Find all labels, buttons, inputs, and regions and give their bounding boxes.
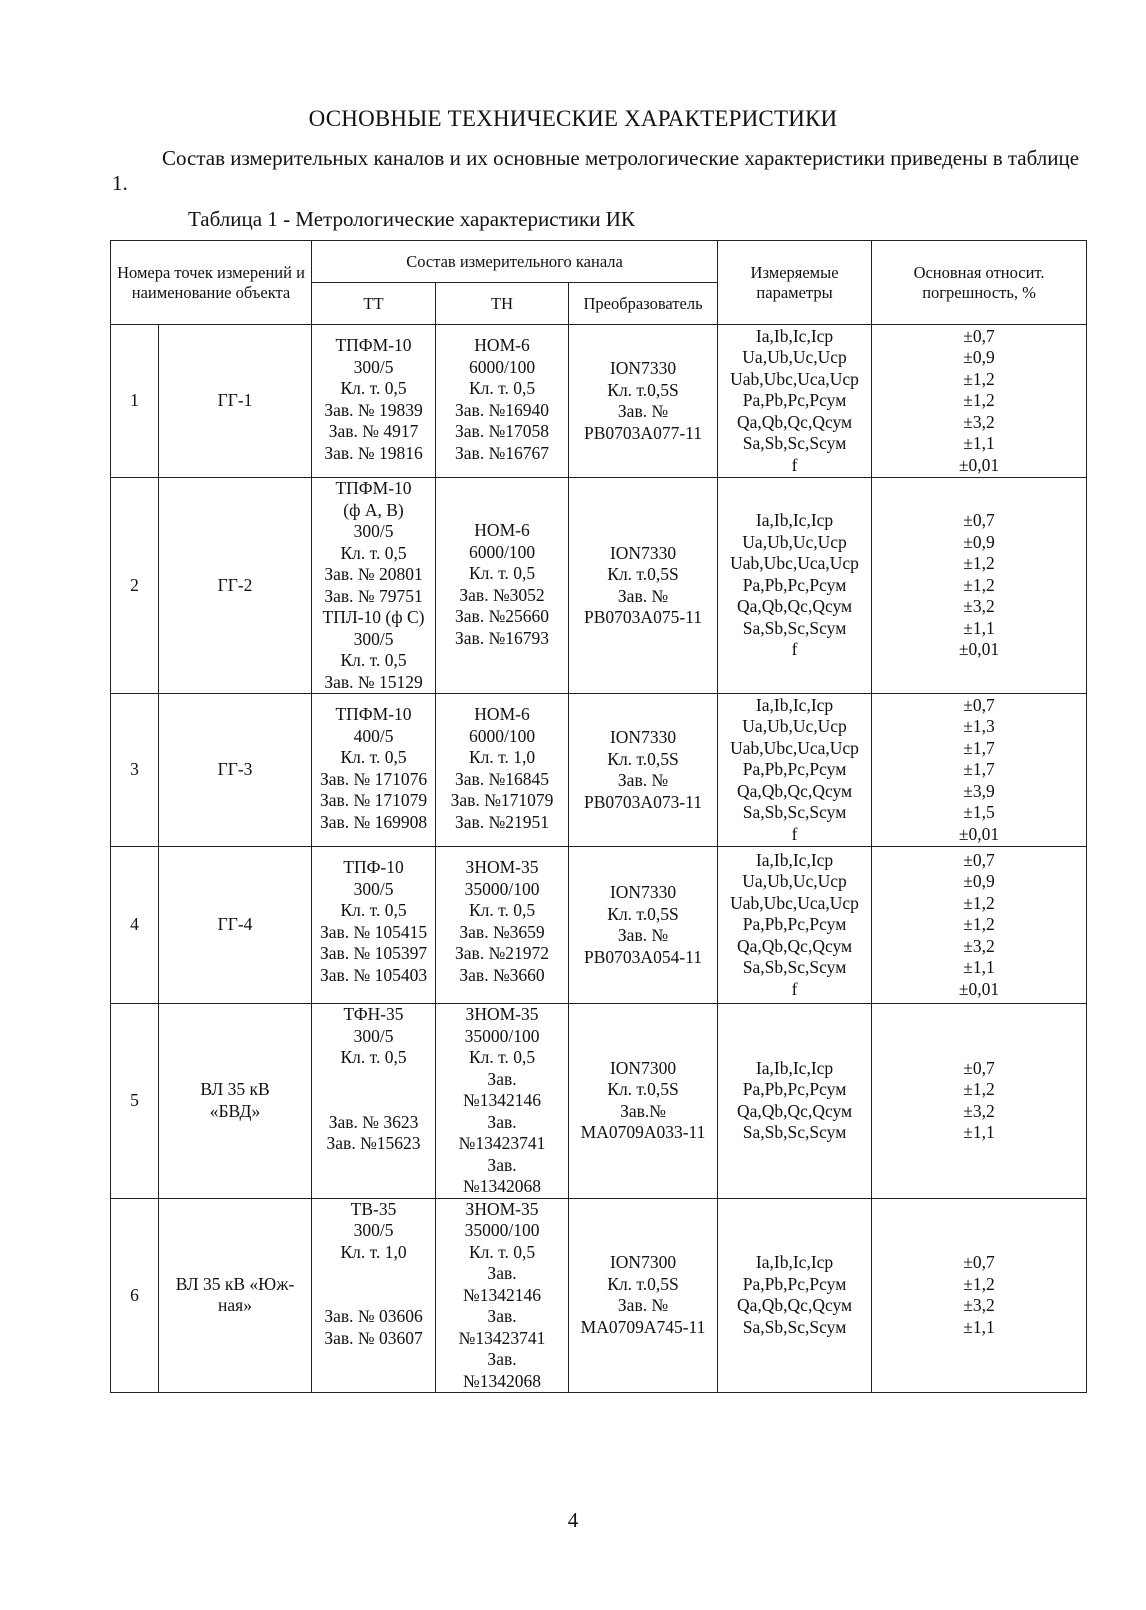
tn-cell-line: Кл. т. 0,5 (468, 1047, 536, 1067)
params-cell-line: Qa,Qb,Qc,Qсум (737, 780, 853, 801)
error-cell-line: ±3,2 (963, 1295, 995, 1316)
row-number: 3 (111, 694, 159, 847)
object-name (159, 1198, 312, 1393)
error-cell-line: ±0,9 (963, 347, 995, 368)
error-cell-line: ±3,2 (963, 1100, 995, 1121)
converter-cell-line: Зав. № (617, 770, 669, 790)
tt-cell-line: Зав. № 171076 (319, 768, 428, 789)
row-number: 5 (111, 1004, 159, 1199)
error-cell-line: ±1,2 (963, 553, 995, 574)
row-number: 2 (111, 478, 159, 694)
tt-cell (312, 1198, 436, 1393)
params-cell-line: Ia,Ib,Ic,Icp (755, 1057, 834, 1078)
params-cell-line: Uab,Ubc,Uca,Ucp (730, 737, 859, 758)
tn-cell-line: Зав. №16940 (455, 399, 550, 420)
tn-cell-line: Кл. т. 0,5 (468, 1241, 536, 1262)
params-cell-line: f (791, 823, 798, 844)
tt-cell (312, 694, 436, 847)
params-cell (718, 1198, 872, 1393)
table-row (111, 478, 1087, 694)
tn-cell-line: №1342068 (463, 1176, 541, 1196)
tt-cell-line: Кл. т. 0,5 (340, 650, 407, 670)
tt-cell-line: ТФН-35 (343, 1004, 404, 1024)
tt-cell-line: 300/5 (353, 1220, 394, 1240)
error-cell-line: ±0,01 (958, 978, 1000, 999)
converter-cell-line: Кл. т.0,5S (607, 903, 679, 924)
tn-cell-line: Зав. №3660 (459, 964, 545, 985)
tt-cell-line: Зав. № 79751 (324, 585, 423, 606)
tt-cell (312, 1004, 436, 1199)
error-cell-line: ±1,2 (963, 368, 995, 389)
params-cell-line: Sa,Sb,Sc,Sсум (742, 433, 847, 454)
tn-cell-line: Зав. (487, 1154, 517, 1175)
tn-cell-line: №13423741 (458, 1133, 546, 1153)
converter-cell-line: ION7300 (609, 1252, 677, 1273)
row-number: 6 (111, 1198, 159, 1393)
tt-cell-line: Зав. № 105397 (319, 943, 428, 963)
converter-cell-line: Кл. т.0,5S (607, 748, 679, 769)
tt-cell-line: 300/5 (353, 878, 394, 899)
error-cell-line: ±3,2 (963, 935, 995, 956)
converter-cell-line: MA0709A745-11 (580, 1316, 706, 1337)
tn-cell (436, 1198, 569, 1393)
header-tt: ТТ (312, 283, 436, 325)
tt-cell-line: ТПЛ-10 (ф С) (322, 607, 425, 627)
params-cell-line: Qa,Qb,Qc,Qсум (737, 935, 853, 956)
tn-cell-line: 6000/100 (468, 725, 536, 746)
object-name-line: ВЛ 35 кВ «Юж- (175, 1273, 295, 1294)
params-cell (718, 325, 872, 478)
params-cell-line: Uab,Ubc,Uca,Ucp (730, 368, 859, 389)
tn-cell-line: ЗНОМ-35 (465, 1004, 539, 1024)
tn-cell (436, 478, 569, 694)
object-name: ГГ-4 (159, 847, 312, 1004)
tn-cell-line: 35000/100 (464, 1025, 540, 1046)
params-cell-line: Pa,Pb,Pc,Pсум (742, 759, 847, 780)
params-cell (718, 694, 872, 847)
params-cell-line: Pa,Pb,Pc,Pсум (742, 574, 847, 595)
tt-cell-line: Зав. № 105403 (319, 964, 428, 985)
tn-cell-line: 35000/100 (464, 878, 540, 899)
params-cell-line: f (791, 639, 798, 660)
tt-gap (314, 1069, 433, 1112)
tt-cell-line: ТПФМ-10 (335, 335, 412, 355)
tt-cell-line: Кл. т. 0,5 (340, 1047, 407, 1067)
header-channel: Состав измерительного канала (312, 241, 718, 283)
tt-cell (312, 847, 436, 1004)
error-cell-line: ±1,2 (963, 1079, 995, 1100)
params-cell (718, 847, 872, 1004)
tt-cell-line: Кл. т. 0,5 (340, 378, 407, 398)
tn-cell-line: №1342146 (463, 1284, 541, 1305)
params-cell-line: Ua,Ub,Uc,Ucp (742, 347, 847, 368)
object-name-line: ВЛ 35 кВ (200, 1079, 270, 1100)
tn-cell-line: Зав. (487, 1306, 517, 1326)
tn-cell-line: 6000/100 (468, 541, 536, 562)
intro-paragraph: Состав измерительных каналов и их основные метрологические характеристики приведены в таблице 1. (112, 146, 1080, 195)
converter-cell (569, 1004, 718, 1199)
converter-cell (569, 1198, 718, 1393)
converter-cell-line: ION7330 (609, 542, 677, 563)
error-cell-line: ±1,7 (963, 759, 995, 780)
error-cell-line: ±0,7 (963, 849, 995, 870)
params-cell-line: Sa,Sb,Sc,Sсум (742, 1122, 847, 1143)
tn-cell-line: №1342068 (463, 1370, 541, 1391)
table-caption: Таблица 1 - Метрологические характеристики ИК (188, 207, 635, 231)
tt-cell-line: Зав. №15623 (326, 1133, 421, 1153)
object-name: ГГ-2 (159, 478, 312, 694)
converter-cell-line: MA0709A033-11 (580, 1122, 706, 1143)
converter-cell-line: Зав. № (617, 1295, 669, 1316)
object-name: ГГ-3 (159, 694, 312, 847)
params-cell-line: Uab,Ubc,Uca,Ucp (730, 553, 859, 574)
error-cell-line: ±1,2 (963, 574, 995, 595)
table-row (111, 1004, 1087, 1199)
tn-cell-line: Зав. №17058 (455, 421, 550, 441)
tn-cell-line: Зав. №3659 (459, 921, 545, 942)
tn-cell (436, 1004, 569, 1199)
tt-cell-line: 300/5 (353, 628, 394, 649)
error-cell-line: ±1,2 (963, 914, 995, 935)
converter-cell (569, 847, 718, 1004)
table-row (111, 847, 1087, 1004)
error-cell-line: ±0,7 (963, 325, 995, 346)
tn-cell-line: ЗНОМ-35 (465, 857, 539, 877)
error-cell-line: ±1,1 (963, 1122, 995, 1143)
error-cell-line: ±1,7 (963, 737, 995, 758)
tt-cell-line: Зав. № 19816 (324, 442, 423, 463)
tt-cell-line: Кл. т. 0,5 (340, 747, 407, 767)
tn-cell-line: НОМ-6 (474, 335, 530, 355)
params-cell (718, 1004, 872, 1199)
params-cell-line: Qa,Qb,Qc,Qсум (737, 1100, 853, 1121)
params-cell-line: Pa,Pb,Pc,Pсум (742, 914, 847, 935)
params-cell-line: f (791, 454, 798, 475)
error-cell-line: ±0,01 (958, 454, 1000, 475)
tt-cell-line: Зав. № 169908 (319, 811, 428, 832)
error-cell-line: ±0,7 (963, 1252, 995, 1273)
tt-cell-line: Зав. № 4917 (328, 421, 419, 441)
tn-cell-line: 35000/100 (464, 1220, 540, 1240)
tn-cell (436, 847, 569, 1004)
tt-cell-line: ТПФМ-10 (335, 478, 412, 498)
error-cell-line: ±3,2 (963, 596, 995, 617)
params-cell-line: Pa,Pb,Pc,Pсум (742, 1079, 847, 1100)
params-cell-line: Qa,Qb,Qc,Qсум (737, 596, 853, 617)
tt-cell-line: Зав. № 20801 (324, 564, 423, 584)
error-cell-line: ±1,1 (963, 1316, 995, 1337)
header-tn: ТН (436, 283, 569, 325)
error-cell-line: ±1,2 (963, 390, 995, 411)
error-cell-line: ±0,01 (958, 639, 1000, 660)
tn-cell-line: Зав. (487, 1111, 517, 1132)
tt-cell-line: ТВ-35 (350, 1198, 397, 1219)
params-cell-line: Ia,Ib,Ic,Icp (755, 1252, 834, 1273)
tt-cell-line: 300/5 (353, 356, 394, 377)
tt-cell (312, 325, 436, 478)
params-cell-line: Sa,Sb,Sc,Sсум (742, 802, 847, 823)
object-name-line: ная» (218, 1295, 252, 1316)
converter-cell (569, 694, 718, 847)
object-name: ГГ-1 (159, 325, 312, 478)
table-row (111, 694, 1087, 847)
params-cell-line: Uab,Ubc,Uca,Ucp (730, 892, 859, 913)
converter-cell-line: Кл. т.0,5S (607, 1273, 679, 1294)
object-name-line: «БВД» (209, 1100, 261, 1121)
tn-cell-line: 6000/100 (468, 356, 536, 377)
converter-cell-line: Кл. т.0,5S (607, 1079, 679, 1100)
tt-cell-line: Зав. № 171079 (319, 790, 428, 810)
error-cell-line: ±0,9 (963, 531, 995, 552)
header-converter: Преобразователь (569, 283, 718, 325)
table-body (111, 325, 1087, 1393)
params-cell-line: Sa,Sb,Sc,Sсум (742, 617, 847, 638)
tt-gap (314, 1263, 433, 1306)
converter-cell-line: Зав.№ (620, 1100, 666, 1121)
converter-cell-line: Зав. № (617, 585, 669, 606)
error-cell-line: ±3,9 (963, 780, 995, 801)
tn-cell-line: ЗНОМ-35 (465, 1198, 539, 1219)
tt-cell-line: Зав. № 03606 (324, 1306, 423, 1326)
tt-cell-line: Зав. № 03607 (324, 1327, 423, 1348)
error-cell-line: ±1,2 (963, 1273, 995, 1294)
tn-cell-line: Зав. (487, 1349, 517, 1369)
error-cell-line: ±1,2 (963, 892, 995, 913)
converter-cell (569, 478, 718, 694)
tn-cell-line: Зав. №16793 (455, 627, 550, 648)
error-cell-line: ±0,01 (958, 823, 1000, 844)
error-cell (872, 325, 1087, 478)
converter-cell-line: ION7300 (609, 1057, 677, 1078)
error-cell (872, 847, 1087, 1004)
tn-cell-line: Зав. (487, 1068, 517, 1089)
error-cell-line: ±0,9 (963, 871, 995, 892)
tt-cell-line: Кл. т. 0,5 (340, 900, 407, 920)
converter-cell-line: PB0703A075-11 (584, 607, 703, 627)
row-number: 1 (111, 325, 159, 478)
tt-cell-line: Зав. № 15129 (324, 671, 423, 692)
tn-cell-line: Кл. т. 1,0 (468, 747, 536, 767)
error-cell-line: ±0,7 (963, 1057, 995, 1078)
table-row (111, 325, 1087, 478)
params-cell-line: Ua,Ub,Uc,Ucp (742, 531, 847, 552)
tn-cell (436, 325, 569, 478)
error-cell (872, 694, 1087, 847)
row-number: 4 (111, 847, 159, 1004)
converter-cell-line: PB0703A073-11 (584, 791, 703, 812)
converter-cell-line: Зав. № (617, 925, 669, 945)
params-cell-line: Ua,Ub,Uc,Ucp (742, 716, 847, 737)
error-cell-line: ±1,1 (963, 433, 995, 454)
tt-cell-line: Зав. № 3623 (328, 1111, 419, 1132)
params-cell-line: Pa,Pb,Pc,Pсум (742, 1273, 847, 1294)
header-object: Номера точек измерений и наименование объекта (111, 241, 312, 325)
tn-cell-line: НОМ-6 (474, 704, 530, 724)
tt-cell-line: ТПФМ-10 (335, 704, 412, 724)
converter-cell-line: ION7330 (609, 882, 677, 902)
tt-cell-line: (ф А, В) (343, 499, 404, 520)
error-cell (872, 478, 1087, 694)
header-error: Основная относит. погрешность, % (872, 241, 1087, 325)
page-heading: ОСНОВНЫЕ ТЕХНИЧЕСКИЕ ХАРАКТЕРИСТИКИ (308, 106, 838, 131)
params-cell-line: Sa,Sb,Sc,Sсум (742, 1316, 847, 1337)
tt-cell-line: Зав. № 19839 (324, 399, 423, 420)
tn-cell-line: Зав. №25660 (455, 606, 550, 626)
tn-cell-line: Кл. т. 0,5 (468, 900, 536, 920)
error-cell-line: ±1,3 (963, 716, 995, 737)
params-cell-line: Ia,Ib,Ic,Icp (755, 694, 834, 715)
params-cell-line: Ia,Ib,Ic,Icp (755, 849, 834, 870)
table-row (111, 1198, 1087, 1393)
converter-cell-line: PB0703A054-11 (584, 946, 703, 967)
error-cell-line: ±3,2 (963, 411, 995, 432)
params-cell-line: Ia,Ib,Ic,Icp (755, 325, 834, 346)
error-cell-line: ±1,5 (963, 802, 995, 823)
tn-cell-line: Зав. (487, 1263, 517, 1283)
tt-cell-line: Кл. т. 1,0 (340, 1241, 407, 1262)
tt-cell-line: 400/5 (353, 725, 394, 746)
error-cell-line: ±0,7 (963, 694, 995, 715)
header-params: Измеряемые параметры (718, 241, 872, 325)
converter-cell-line: ION7330 (609, 727, 677, 747)
tt-cell-line: Зав. № 105415 (319, 921, 428, 942)
tn-cell-line: Зав. №3052 (459, 584, 545, 605)
converter-cell-line: Кл. т.0,5S (607, 564, 679, 584)
page-number: 4 (567, 1508, 579, 1532)
tn-cell-line: Зав. №16767 (455, 442, 550, 463)
tn-cell-line: Зав. №21951 (455, 811, 550, 832)
params-cell-line: Qa,Qb,Qc,Qсум (737, 1295, 853, 1316)
converter-cell (569, 325, 718, 478)
tt-cell-line: ТПФ-10 (343, 857, 404, 877)
error-cell (872, 1198, 1087, 1393)
tn-cell-line: Зав. №16845 (455, 768, 550, 789)
object-name (159, 1004, 312, 1199)
tn-cell-line: Зав. №171079 (450, 790, 554, 810)
error-cell-line: ±0,7 (963, 510, 995, 531)
converter-cell-line: Зав. № (617, 401, 669, 421)
params-cell-line: f (791, 978, 798, 999)
params-cell (718, 478, 872, 694)
error-cell (872, 1004, 1087, 1199)
params-cell-line: Qa,Qb,Qc,Qсум (737, 411, 853, 432)
tn-cell-line: Кл. т. 0,5 (468, 563, 536, 583)
params-cell-line: Ia,Ib,Ic,Icp (755, 510, 834, 531)
tn-cell (436, 694, 569, 847)
tn-cell-line: №13423741 (458, 1327, 546, 1348)
tt-cell-line: 300/5 (353, 1025, 394, 1046)
tt-cell-line: 300/5 (353, 521, 394, 541)
error-cell-line: ±1,1 (963, 617, 995, 638)
tn-cell-line: НОМ-6 (474, 520, 530, 540)
converter-cell-line: Кл. т.0,5S (607, 379, 679, 400)
params-cell-line: Pa,Pb,Pc,Pсум (742, 390, 847, 411)
tt-cell (312, 478, 436, 694)
tn-cell-line: №1342146 (463, 1090, 541, 1110)
params-cell-line: Sa,Sb,Sc,Sсум (742, 957, 847, 978)
error-cell-line: ±1,1 (963, 957, 995, 978)
tn-cell-line: Кл. т. 0,5 (468, 378, 536, 398)
tt-cell-line: Кл. т. 0,5 (340, 542, 407, 563)
params-cell-line: Ua,Ub,Uc,Ucp (742, 871, 847, 892)
converter-cell-line: ION7330 (609, 358, 677, 378)
metrology-table (110, 240, 1087, 1393)
converter-cell-line: PB0703A077-11 (584, 422, 703, 443)
tn-cell-line: Зав. №21972 (455, 943, 550, 963)
